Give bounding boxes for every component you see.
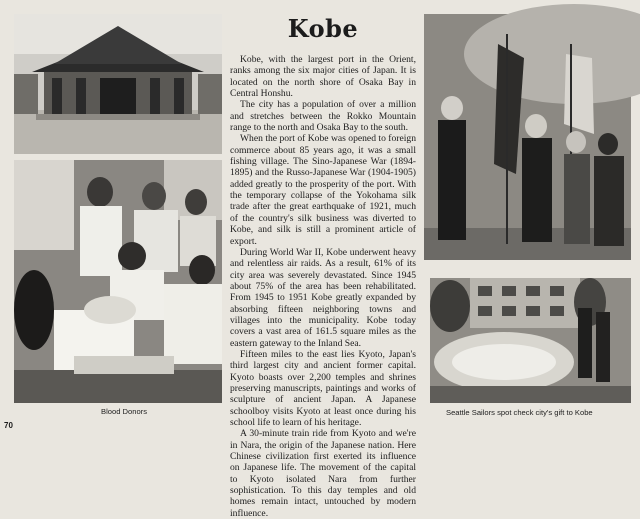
blood-donors-photo — [14, 160, 222, 403]
article-paragraph: During World War II, Kobe underwent heavy and relentless air raids. As a result, 61% of its city area was severely devastated. Since 1945 about 75% of the area has been rehabilitated. From 1945 to 1951 Kobe greatly expanded by absorbing fifteen neighboring towns and villages into the municipality. Kobe today covers a vast area of 161.5 square miles as the eastern gateway to the Inland Sea. — [230, 246, 416, 349]
garden-gift-photo — [430, 278, 631, 403]
sailors-photo-graphic — [424, 14, 631, 260]
article-paragraph: A 30-minute train ride from Kyoto and we're in Nara, the origin of the Japanese nation. Here Chinese civilization first exerted its influence on Japanese life. The movement of the capital to Kyoto isolated Nara from further sophistication. To this day temples and old homes remain intact, untouched by modern influence. — [230, 428, 416, 519]
shrine-photo — [14, 14, 222, 154]
shrine-photo-graphic — [14, 14, 222, 154]
sailors-caption: Seattle Sailors spot check city's gift to Kobe — [446, 408, 593, 417]
blood-donors-caption: Blood Donors — [101, 407, 148, 416]
article-body — [230, 54, 416, 519]
blood-donors-graphic — [14, 160, 222, 403]
article-paragraph: When the port of Kobe was opened to foreign commerce about 85 years ago, it was a small fishing village. The Sino-Japanese War (1894-1895) and the Russo-Japanese War (1904-1905) added greatly to the prosperity of the port. With the temporary collapse of the Yokohama silk trade after the great earthquake of 1921, much of the country's silk business was diverted to Kobe, and silk is still a prominent article of export. — [230, 133, 416, 247]
sailors-photo — [424, 14, 631, 260]
garden-gift-graphic — [430, 278, 631, 403]
article-title: Kobe — [287, 14, 359, 43]
page-number: 70 — [4, 421, 13, 430]
article-paragraph: Kobe, with the largest port in the Orient, ranks among the six major cities of Japan. It is located on the north shore of Osaka Bay in Central Honshu. — [230, 54, 416, 100]
article-paragraph: Fifteen miles to the east lies Kyoto, Japan's third largest city and ancient former capital. Kyoto boasts over 2,200 temples and shrines preserving manuscripts, paintings and works of sculpture of ancient Japan. A Japanese schoolboy visits Kyoto at least once during his school life to learn of his heritage. — [230, 348, 416, 428]
article-paragraph: The city has a population of over a million and stretches between the Rokko Mountain range to the north and Osaka Bay to the south. — [230, 99, 416, 134]
